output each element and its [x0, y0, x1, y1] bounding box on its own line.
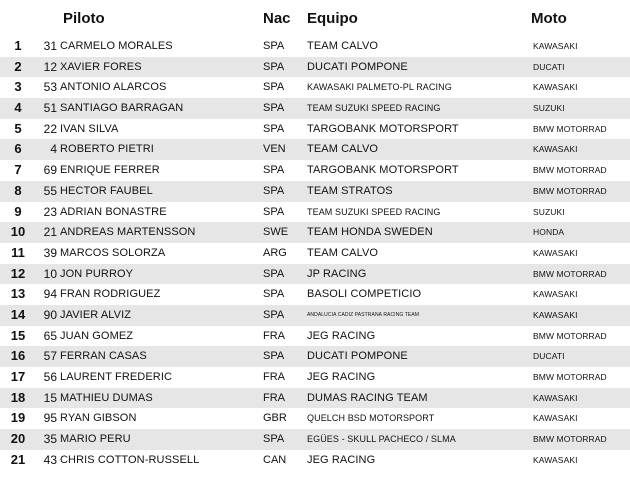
nationality: CAN — [263, 453, 287, 466]
team: TEAM STRATOS — [307, 184, 393, 197]
rider-name: FERRAN CASAS — [60, 350, 147, 363]
position: 12 — [10, 265, 26, 281]
table-row — [0, 346, 630, 367]
team: BASOLI COMPETICIO — [307, 288, 422, 301]
team: TEAM CALVO — [307, 246, 379, 259]
position: 5 — [14, 120, 22, 136]
bike-brand: SUZUKI — [533, 103, 565, 114]
table-row — [0, 243, 630, 264]
position: 3 — [14, 79, 22, 95]
rider-number: 21 — [43, 225, 57, 240]
rider-name: ANTONIO ALARCOS — [60, 81, 167, 94]
rider-name: MARIO PERU — [60, 433, 131, 446]
table-row — [0, 388, 630, 409]
position: 20 — [10, 431, 26, 447]
nationality: SPA — [263, 40, 285, 52]
nationality: SPA — [263, 122, 285, 135]
nationality: FRA — [263, 329, 285, 342]
position: 6 — [14, 141, 22, 157]
bike-brand: KAWASAKI — [533, 309, 578, 320]
bike-brand: KAWASAKI — [533, 247, 578, 258]
rider-name: RYAN GIBSON — [60, 412, 137, 425]
bike-brand: KAWASAKI — [533, 144, 578, 155]
header-nac: Nac — [263, 10, 291, 27]
rider-name: CARMELO MORALES — [60, 40, 173, 52]
nationality: SPA — [263, 350, 285, 363]
nationality: SPA — [263, 433, 285, 446]
bike-brand: BMW MOTORRAD — [533, 372, 607, 382]
table-row — [0, 181, 630, 202]
header-moto: Moto — [531, 10, 567, 27]
rider-name: ROBERTO PIETRI — [60, 143, 154, 156]
nationality: VEN — [263, 143, 286, 156]
team: TARGOBANK MOTORSPORT — [307, 122, 459, 135]
position: 4 — [14, 100, 22, 116]
position: 13 — [10, 286, 26, 302]
team: JP RACING — [307, 267, 367, 280]
table-row — [0, 367, 630, 388]
team: JEG RACING — [307, 371, 376, 383]
table-row — [0, 57, 630, 78]
position: 11 — [11, 244, 25, 260]
team: TEAM HONDA SWEDEN — [307, 226, 433, 239]
rider-number: 90 — [43, 307, 57, 322]
rider-name: XAVIER FORES — [60, 60, 142, 73]
rider-number: 51 — [43, 101, 57, 116]
nationality: SPA — [263, 164, 285, 177]
table-row — [0, 408, 630, 429]
position: 2 — [14, 58, 22, 74]
bike-brand: SUZUKI — [533, 206, 565, 217]
rider-name: ADRIAN BONASTRE — [60, 205, 167, 218]
nationality: FRA — [263, 371, 285, 383]
team: EGÜES - SKULL PACHECO / SLMA — [307, 434, 456, 445]
bike-brand: BMW MOTORRAD — [533, 434, 607, 445]
nationality: SPA — [263, 81, 285, 94]
team: TEAM CALVO — [307, 143, 379, 156]
table-row — [0, 139, 630, 160]
table-row — [0, 98, 630, 119]
position: 14 — [10, 306, 26, 322]
rider-number: 57 — [43, 349, 57, 364]
header-equipo: Equipo — [307, 10, 358, 27]
position: 21 — [10, 451, 26, 467]
table-row — [0, 450, 630, 471]
bike-brand: BMW MOTORRAD — [533, 185, 607, 196]
rider-name: JON PURROY — [60, 267, 134, 280]
rider-number: 56 — [43, 370, 57, 384]
rider-number: 4 — [50, 142, 57, 157]
bike-brand: KAWASAKI — [533, 413, 578, 424]
rider-number: 15 — [43, 390, 57, 405]
rider-number: 65 — [43, 328, 57, 343]
rider-name: JAVIER ALVIZ — [60, 308, 132, 321]
team: JEG RACING — [307, 329, 376, 342]
nationality: SPA — [263, 288, 285, 301]
table-row — [0, 429, 630, 450]
position: 9 — [14, 203, 22, 219]
rider-name: MATHIEU DUMAS — [60, 391, 153, 404]
bike-brand: KAWASAKI — [533, 392, 578, 403]
nationality: SPA — [263, 102, 285, 115]
team: KAWASAKI PALMETO-PL RACING — [307, 82, 452, 93]
table-row — [0, 222, 630, 243]
position: 7 — [14, 162, 22, 178]
nationality: SPA — [263, 184, 285, 197]
rider-name: MARCOS SOLORZA — [60, 246, 166, 259]
position: 19 — [10, 410, 26, 426]
rider-number: 94 — [43, 287, 57, 302]
position: 8 — [14, 182, 22, 198]
table-row — [0, 36, 630, 57]
rider-name: LAURENT FREDERIC — [60, 371, 173, 383]
rider-name: ENRIQUE FERRER — [60, 164, 160, 177]
bike-brand: BMW MOTORRAD — [533, 330, 607, 341]
position: 17 — [10, 369, 26, 384]
rider-name: SANTIAGO BARRAGAN — [60, 102, 184, 115]
rider-name: HECTOR FAUBEL — [60, 184, 153, 197]
table-row — [0, 326, 630, 347]
rider-number: 10 — [43, 266, 57, 281]
nationality: SPA — [263, 205, 285, 218]
rider-name: JUAN GOMEZ — [60, 329, 134, 342]
team: JEG RACING — [307, 453, 376, 466]
team: DUCATI POMPONE — [307, 350, 408, 363]
rider-number: 55 — [43, 183, 57, 198]
bike-brand: HONDA — [533, 227, 565, 238]
nationality: ARG — [263, 246, 287, 259]
rider-number: 22 — [43, 121, 57, 136]
header-piloto: Piloto — [63, 10, 105, 27]
bike-brand: KAWASAKI — [533, 41, 578, 51]
nationality: SPA — [263, 60, 285, 73]
table-row — [0, 160, 630, 181]
bike-brand: DUCATI — [533, 351, 565, 362]
bike-brand: KAWASAKI — [533, 82, 578, 93]
bike-brand: DUCATI — [533, 61, 565, 72]
table-row — [0, 284, 630, 305]
bike-brand: BMW MOTORRAD — [533, 165, 607, 176]
rider-name: IVAN SILVA — [60, 122, 119, 135]
team: TEAM CALVO — [307, 40, 379, 52]
rider-number: 35 — [43, 432, 57, 447]
rider-number: 53 — [43, 80, 57, 95]
rider-number: 95 — [43, 411, 57, 426]
bike-brand: KAWASAKI — [533, 454, 578, 465]
team: TEAM SUZUKI SPEED RACING — [307, 103, 441, 114]
team: DUMAS RACING TEAM — [307, 391, 428, 404]
table-row — [0, 202, 630, 223]
position: 18 — [10, 389, 26, 405]
table-header — [0, 0, 630, 36]
table-row — [0, 264, 630, 285]
rider-number: 31 — [43, 39, 57, 53]
bike-brand: BMW MOTORRAD — [533, 123, 607, 134]
rider-name: ANDREAS MARTENSSON — [60, 226, 196, 239]
team: TARGOBANK MOTORSPORT — [307, 164, 459, 177]
nationality: GBR — [263, 412, 287, 425]
bike-brand: KAWASAKI — [533, 289, 578, 300]
team: ANDALUCIA CADIZ PASTRANA RACING TEAM — [307, 311, 420, 318]
rider-name: FRAN RODRIGUEZ — [60, 288, 161, 301]
results-table — [0, 36, 630, 470]
rider-number: 69 — [43, 163, 57, 178]
table-row — [0, 77, 630, 98]
nationality: SWE — [263, 226, 289, 239]
team: TEAM SUZUKI SPEED RACING — [307, 206, 441, 217]
position: 16 — [10, 348, 26, 364]
team: QUELCH BSD MOTORSPORT — [307, 413, 435, 424]
table-row — [0, 119, 630, 140]
table-row — [0, 305, 630, 326]
nationality: SPA — [263, 308, 285, 321]
bike-brand: BMW MOTORRAD — [533, 268, 607, 279]
position: 15 — [10, 327, 26, 343]
rider-number: 12 — [43, 59, 57, 74]
position: 1 — [14, 38, 22, 53]
rider-number: 39 — [43, 245, 57, 260]
nationality: SPA — [263, 267, 285, 280]
rider-number: 43 — [43, 452, 57, 467]
nationality: FRA — [263, 391, 285, 404]
rider-number: 23 — [43, 204, 57, 219]
team: DUCATI POMPONE — [307, 60, 408, 73]
rider-name: CHRIS COTTON-RUSSELL — [60, 453, 200, 466]
position: 10 — [10, 224, 26, 240]
